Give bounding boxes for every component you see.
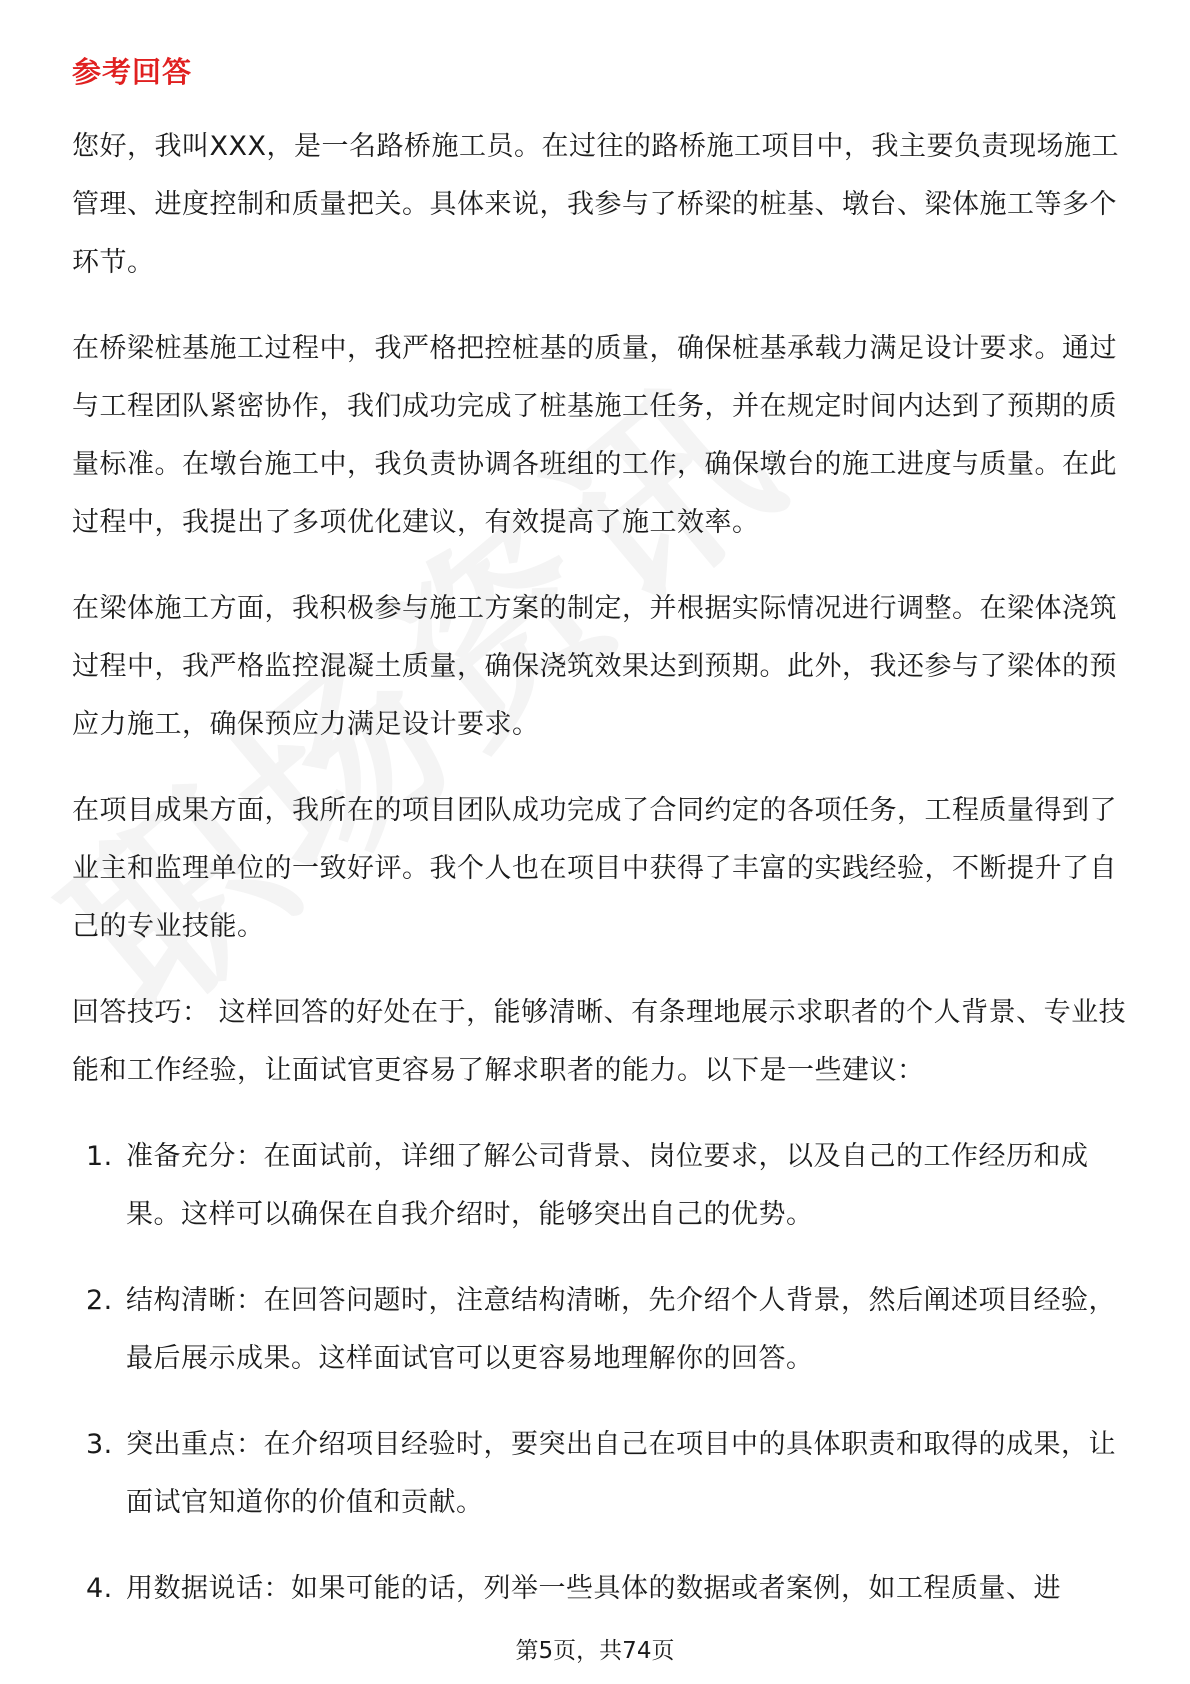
list-item-text: 结构清晰：在回答问题时，注意结构清晰，先介绍个人背景，然后阐述项目经验，最后展示成果。这样面试官可以更容易地理解你的回答。 xyxy=(126,1285,1116,1374)
list-item xyxy=(72,1416,1132,1532)
paragraph-beam-construction: 在梁体施工方面，我积极参与施工方案的制定，并根据实际情况进行调整。在梁体浇筑过程中，我严格监控混凝土质量，确保浇筑效果达到预期。此外，我还参与了梁体的预应力施工，确保预应力满足设计要求。 xyxy=(72,593,1117,740)
list-number: 4. xyxy=(86,1573,113,1604)
list-number: 3. xyxy=(86,1429,113,1460)
tips-list xyxy=(72,1128,1132,1618)
list-item-text: 准备充分：在面试前，详细了解公司背景、岗位要求，以及自己的工作经历和成果。这样可以确保在自我介绍时，能够突出自己的优势。 xyxy=(126,1141,1089,1230)
list-item-text: 用数据说话：如果可能的话，列举一些具体的数据或者案例，如工程质量、进 xyxy=(126,1573,1061,1604)
list-item-text: 突出重点：在介绍项目经验时，要突出自己在项目中的具体职责和取得的成果，让面试官知道你的价值和贡献。 xyxy=(126,1429,1116,1518)
list-number: 1. xyxy=(86,1141,113,1172)
paragraph-answer-tips: 回答技巧： 这样回答的好处在于，能够清晰、有条理地展示求职者的个人背景、专业技能和工作经验，让面试官更容易了解求职者的能力。以下是一些建议： xyxy=(72,997,1127,1086)
list-item xyxy=(72,1272,1132,1388)
list-number: 2. xyxy=(86,1285,113,1316)
paragraph-project-results: 在项目成果方面，我所在的项目团队成功完成了合同约定的各项任务，工程质量得到了业主和监理单位的一致好评。我个人也在项目中获得了丰富的实践经验，不断提升了自己的专业技能。 xyxy=(72,795,1117,942)
paragraph-intro: 您好，我叫XXX，是一名路桥施工员。在过往的路桥施工项目中，我主要负责现场施工管理、进度控制和质量把关。具体来说，我参与了桥梁的桩基、墩台、梁体施工等多个环节。 xyxy=(72,131,1119,278)
list-item xyxy=(72,1560,1132,1618)
paragraph-pile-foundation: 在桥梁桩基施工过程中，我严格把控桩基的质量，确保桩基承载力满足设计要求。通过与工程团队紧密协作，我们成功完成了桩基施工任务，并在规定时间内达到了预期的质量标准。在墩台施工中，我负责协调各班组的工作，确保墩台的施工进度与质量。在此过程中，我提出了多项优化建议，有效提高了施工效率。 xyxy=(72,333,1117,538)
document-body xyxy=(72,118,1132,1646)
list-item xyxy=(72,1128,1132,1244)
page-footer: 第5页，共74页 xyxy=(515,1638,675,1664)
section-heading: 参考回答 xyxy=(72,55,193,89)
